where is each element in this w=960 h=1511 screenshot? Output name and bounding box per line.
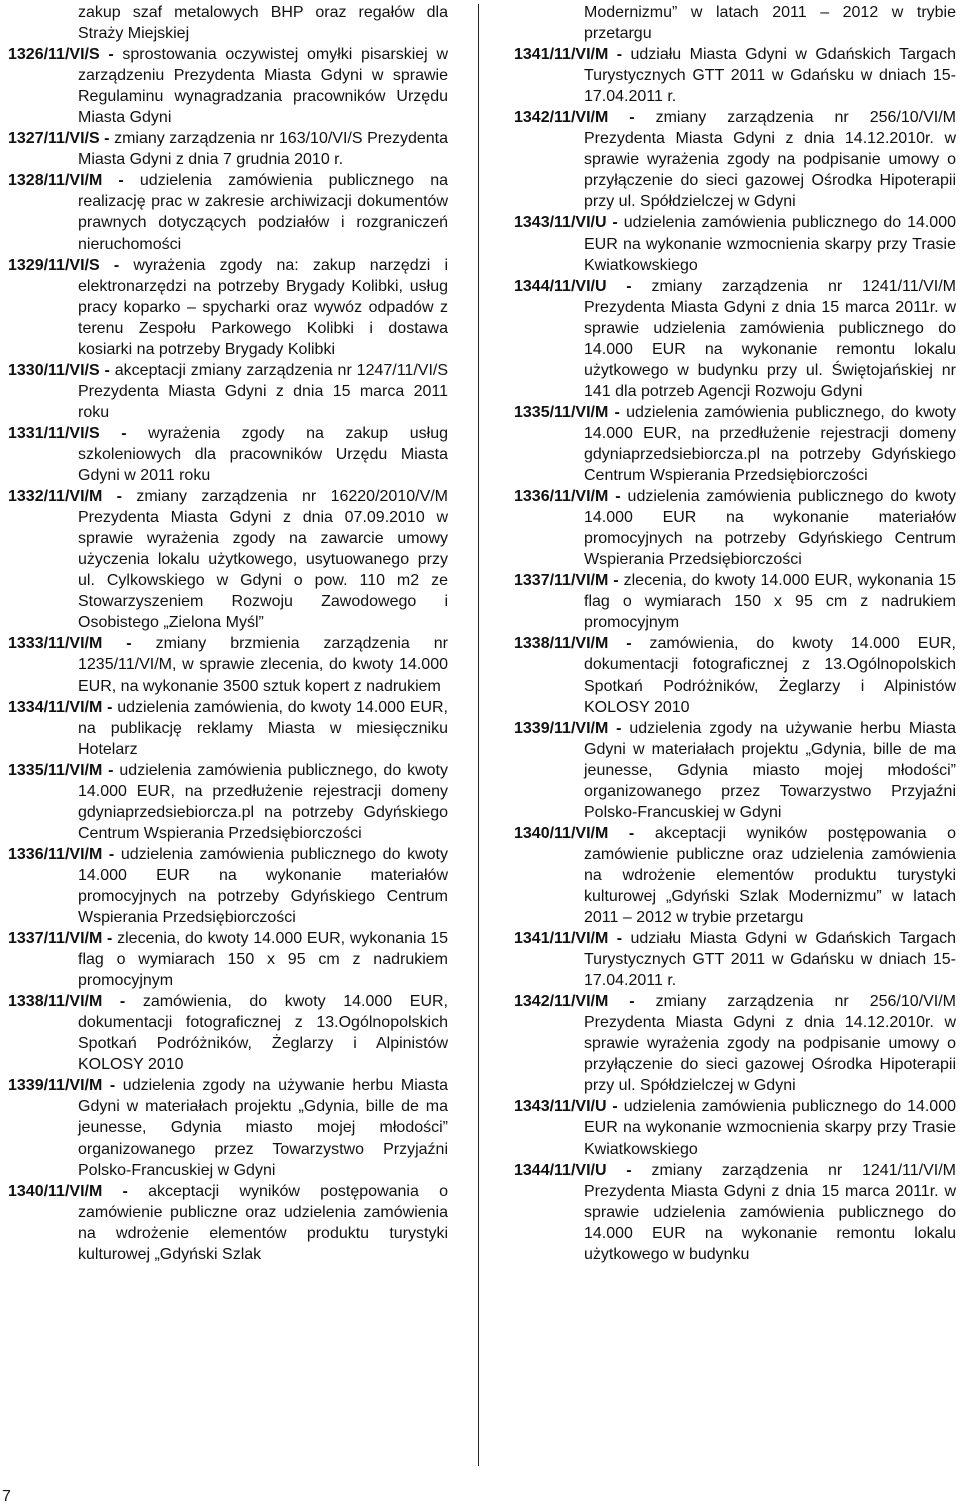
ordinance-number: 1341/11/VI/M - (514, 46, 623, 64)
ordinance-description: udzielenia zamówienia publicznego do 14.000 EUR na wykonanie wzmocnienia skarpy przy Trasie Kwiatkowskiego (584, 214, 957, 274)
ordinance-description: sprostowania oczywistej omyłki pisarskiej w zarządzeniu Prezydenta Miasta Gdyni w sprawie Regulaminu wynagradzania pracowników Urzędu Miasta Gdyni (78, 46, 448, 127)
ordinance-description: zmiany zarządzenia nr 256/10/VI/M Prezydenta Miasta Gdyni z dnia 14.12.2010r. w sprawie wyrażenia zgody na podpisanie umowy o przyłączenie do sieci gazowej Ośrodka Hipoterapii przy ul. Spółdzielczej w Gdyni (584, 109, 956, 211)
ordinance-entry (514, 212, 956, 275)
ordinance-description: wyrażenia zgody na: zakup narzędzi i elektronarzędzi na potrzeby Brygady Kolibki, usług pracy koparko – spycharki oraz wywóz odpadów z terenu Zespołu Parkowego Kolibki i dostawa kosiarki na potrzeby Brygady Kolibki (78, 256, 449, 358)
ordinance-number: 1326/11/VI/S - (8, 46, 114, 64)
ordinance-description: udziału Miasta Gdyni w Gdańskich Targach Turystycznych GTT 2011 w Gdańsku w dniach 15-17.04.2011 r. (584, 930, 957, 990)
ordinance-entry (8, 1075, 448, 1180)
ordinance-description: udzielenia zamówienia publicznego do 14.000 EUR na wykonanie wzmocnienia skarpy przy Trasie Kwiatkowskiego (584, 1098, 957, 1158)
ordinance-entry (514, 402, 956, 486)
ordinance-entry (514, 570, 956, 633)
ordinance-description: udzielenia zamówienia publicznego, do kwoty 14.000 EUR, na przedłużenie rejestracji domeny gdyniaprzedsiebiorcza.pl na potrzeby Gdyńskiego Centrum Wspierania Przedsiębiorczości (78, 761, 448, 842)
ordinance-number: 1340/11/VI/M - (8, 1182, 128, 1200)
ordinance-description: zmiany zarządzenia nr 256/10/VI/M Prezydenta Miasta Gdyni z dnia 14.12.2010r. w sprawie wyrażenia zgody na podpisanie umowy o przyłączenie do sieci gazowej Ośrodka Hipoterapii przy ul. Spółdzielczej w Gdyni (584, 993, 956, 1095)
ordinance-description: udzielenia zamówienia publicznego do kwoty 14.000 EUR na wykonanie materiałów promocyjnych na potrzeby Gdyńskiego Centrum Wspierania Przedsiębiorczości (584, 488, 957, 569)
ordinance-number: 1344/11/VI/U - (514, 1161, 632, 1179)
ordinance-number: 1338/11/VI/M - (8, 993, 126, 1011)
ordinance-description: akceptacji wyników postępowania o zamówienie publiczne oraz udzielenia zamówienia na wdrożenie elementów produktu turystyki kulturowej „Gdyński Szlak Modernizmu” w latach 2011 – 2012 w trybie przetargu (584, 824, 956, 927)
ordinance-description: udzielenia zamówienia publicznego do kwoty 14.000 EUR na wykonanie materiałów promocyjnych na potrzeby Gdyńskiego Centrum Wspierania Przedsiębiorczości (78, 845, 448, 927)
left-column (8, 2, 448, 1265)
ordinance-number: 1327/11/VI/S - (8, 130, 110, 148)
ordinance-entry (514, 1096, 956, 1159)
ordinance-number: 1339/11/VI/M - (8, 1077, 116, 1095)
ordinance-number: 1328/11/VI/M - (8, 172, 124, 190)
ordinance-entry (514, 486, 956, 570)
ordinance-number: 1341/11/VI/M - (514, 930, 623, 948)
ordinance-description: udzielenia zamówienia publicznego, do kwoty 14.000 EUR, na przedłużenie rejestracji domeny gdyniaprzedsiebiorcza.pl na potrzeby Gdyńskiego Centrum Wspierania Przedsiębiorczości (584, 403, 957, 485)
ordinance-number: 1340/11/VI/M - (514, 824, 635, 842)
ordinance-number: 1343/11/VI/U - (514, 214, 618, 232)
ordinance-entry (514, 928, 956, 991)
right-column (514, 2, 956, 1265)
ordinance-description: zlecenia, do kwoty 14.000 EUR, wykonania 15 flag o wymiarach 150 x 95 cm z nadrukiem promocyjnym (584, 572, 957, 632)
ordinance-description: zamówienia, do kwoty 14.000 EUR, dokumentacji fotograficznej z 13.Ogólnopolskich Spotkań Podróżników, Żeglarzy i Alpinistów KOLOSY 2010 (584, 635, 956, 716)
ordinance-entry (8, 423, 448, 486)
ordinance-number: 1333/11/VI/M - (8, 635, 132, 653)
ordinance-number: 1343/11/VI/U - (514, 1098, 618, 1116)
ordinance-number: 1337/11/VI/M - (8, 930, 113, 948)
ordinance-number: 1342/11/VI/M - (514, 109, 635, 127)
ordinance-entry (8, 1181, 448, 1265)
ordinance-entry (8, 633, 448, 696)
ordinance-description: udzielenia zamówienia, do kwoty 14.000 EUR, na publikację reklamy Miasta w miesięczniku Hotelarz (78, 698, 448, 758)
ordinance-entry (8, 255, 448, 360)
ordinance-number: 1337/11/VI/M - (514, 572, 619, 590)
ordinance-number: 1329/11/VI/S - (8, 256, 120, 274)
page-number: 7 (2, 1488, 11, 1505)
column-divider (478, 4, 479, 1466)
ordinance-description: wyrażenia zgody na zakup usług szkoleniowych dla pracowników Urzędu Miasta Gdyni w 2011 roku (78, 424, 448, 485)
ordinance-entry (514, 633, 956, 717)
ordinance-description: zmiany zarządzenia nr 1241/11/VI/M Prezydenta Miasta Gdyni z dnia 15 marca 2011r. w sprawie udzielenia zamówienia publicznego do 14.000 EUR na wykonanie remontu lokalu użytkowego w budynku przy ul. Świętojańskiej nr 141 dla potrzeb Agencji Rozwoju Gdyni (584, 277, 956, 400)
continued-entry (8, 2, 448, 44)
ordinance-description: zmiany zarządzenia nr 16220/2010/V/M Prezydenta Miasta Gdyni z dnia 07.09.2010 w sprawie wyrażenia zgody na zawarcie umowy użyczenia lokalu użytkowego, usytuowanego przy ul. Cylkowskiego w Gdyni o pow. 110 m2 ze Stowarzyszeniem Rozwoju Zawodowego i Osobistego „Zielona Myśl” (78, 488, 449, 632)
ordinance-entry (514, 44, 956, 107)
ordinance-description: zmiany brzmienia zarządzenia nr 1235/11/VI/M, w sprawie zlecenia, do kwoty 14.000 EUR, na wykonanie 3500 sztuk kopert z nadrukiem (78, 635, 449, 695)
ordinance-number: 1338/11/VI/M - (514, 635, 632, 653)
ordinance-number: 1330/11/VI/S - (8, 361, 110, 379)
ordinance-entry (514, 823, 956, 928)
ordinance-description: udziału Miasta Gdyni w Gdańskich Targach Turystycznych GTT 2011 w Gdańsku w dniach 15-17.04.2011 r. (584, 46, 957, 106)
ordinance-number: 1335/11/VI/M - (514, 403, 620, 421)
continued-entry (514, 2, 956, 44)
ordinance-entry (8, 928, 448, 991)
ordinance-number: 1336/11/VI/M - (514, 488, 621, 506)
ordinance-number: 1334/11/VI/M - (8, 698, 113, 716)
ordinance-number: 1335/11/VI/M - (8, 761, 114, 779)
ordinance-description: udzielenia zgody na używanie herbu Miasta Gdyni w materiałach projektu „Gdynia, bille de ma jeunesse, Gdynia miasto mojej młodości” organizowanego przez Towarzystwo Przyjaźni Polsko-Francuskiej w Gdyni (584, 719, 956, 821)
ordinance-entry (8, 44, 448, 128)
ordinance-number: 1344/11/VI/U - (514, 277, 632, 295)
ordinance-description: zmiany zarządzenia nr 163/10/VI/S Prezydenta Miasta Gdyni z dnia 7 grudnia 2010 r. (78, 130, 449, 169)
ordinance-entry (514, 107, 956, 212)
ordinance-description: zmiany zarządzenia nr 1241/11/VI/M Prezydenta Miasta Gdyni z dnia 15 marca 2011r. w sprawie udzielenia zamówienia publicznego do 14.000 EUR na wykonanie remontu lokalu użytkowego w budynku (584, 1161, 956, 1263)
ordinance-description: akceptacji zmiany zarządzenia nr 1247/11/VI/S Prezydenta Miasta Gdyni z dnia 15 marca 2011 roku (78, 361, 449, 421)
ordinance-entry (8, 844, 448, 928)
ordinance-description: udzielenia zamówienia publicznego na realizację prac w zakresie archiwizacji dokumentów prawnych dotyczących podziałów i rozgraniczeń nieruchomości (78, 172, 449, 253)
ordinance-entry (8, 760, 448, 844)
ordinance-description: Modernizmu” w latach 2011 – 2012 w trybie przetargu (584, 4, 956, 43)
ordinance-entry (514, 991, 956, 1096)
ordinance-entry (8, 170, 448, 254)
ordinance-number: 1342/11/VI/M - (514, 993, 635, 1011)
ordinance-entry (8, 128, 448, 170)
ordinance-number: 1339/11/VI/M - (514, 719, 622, 737)
ordinance-entry (514, 276, 956, 402)
ordinance-entry (514, 718, 956, 823)
ordinance-number: 1336/11/VI/M - (8, 845, 115, 863)
ordinance-description: udzielenia zgody na używanie herbu Miasta Gdyni w materiałach projektu „Gdynia, bille de ma jeunesse, Gdynia miasto mojej młodości” organizowanego przez Towarzystwo Przyjaźni Polsko-Francuskiej w Gdyni (78, 1077, 449, 1179)
ordinance-entry (8, 697, 448, 760)
ordinance-description: zlecenia, do kwoty 14.000 EUR, wykonania 15 flag o wymiarach 150 x 95 cm z nadrukiem promocyjnym (78, 930, 449, 990)
ordinance-entry (8, 486, 448, 633)
ordinance-description: zakup szaf metalowych BHP oraz regałów dla Straży Miejskiej (78, 4, 448, 43)
ordinance-description: zamówienia, do kwoty 14.000 EUR, dokumentacji fotograficznej z 13.Ogólnopolskich Spotkań Podróżników, Żeglarzy i Alpinistów KOLOSY 2010 (78, 993, 449, 1074)
ordinance-entry (8, 360, 448, 423)
ordinance-entry (514, 1160, 956, 1265)
ordinance-entry (8, 991, 448, 1075)
ordinance-number: 1331/11/VI/S - (8, 424, 127, 442)
ordinance-number: 1332/11/VI/M - (8, 488, 122, 506)
ordinance-description: akceptacji wyników postępowania o zamówienie publiczne oraz udzielenia zamówienia na wdrożenie elementów produktu turystyki kulturowej „Gdyński Szlak (78, 1182, 448, 1263)
